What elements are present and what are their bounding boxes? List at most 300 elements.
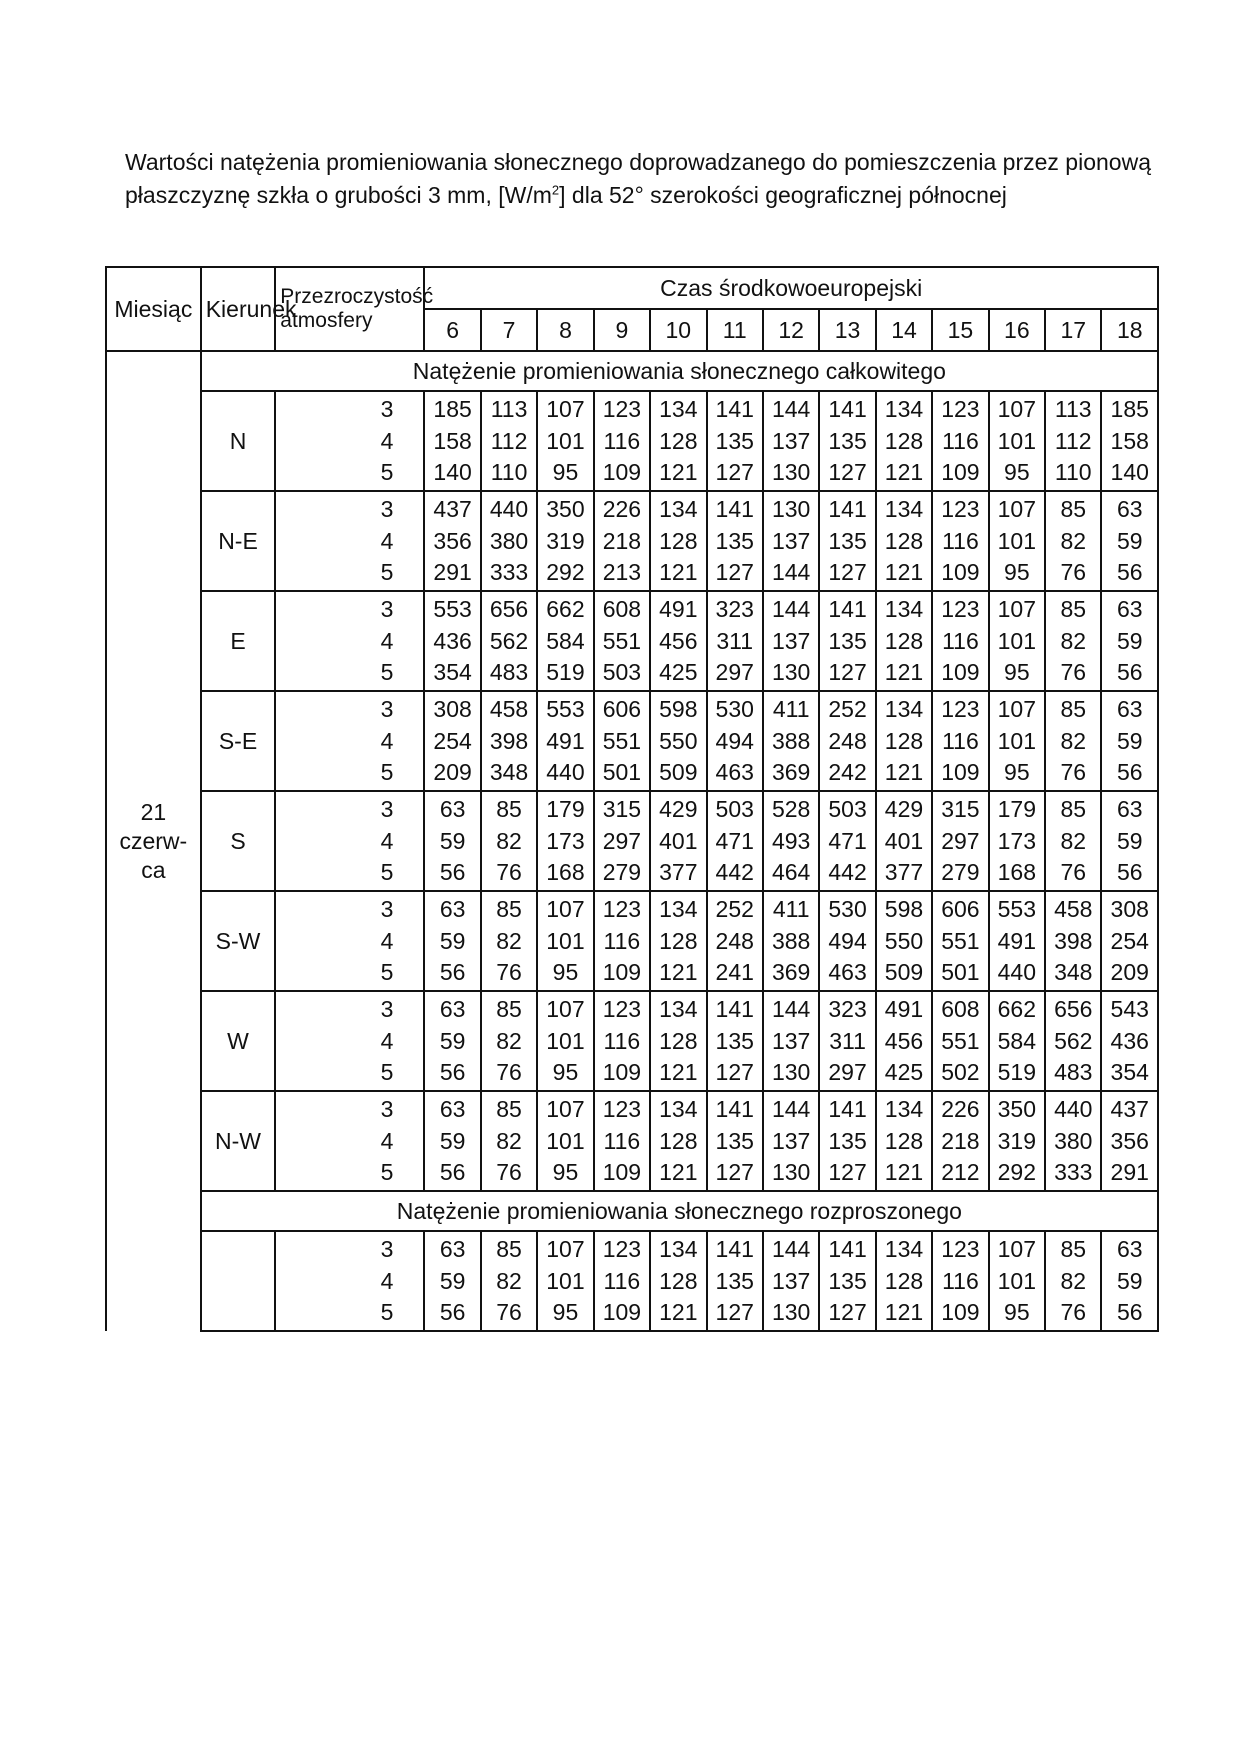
value-cell [932, 1231, 988, 1331]
cell-value: 109 [602, 959, 642, 985]
table-row [106, 1231, 1158, 1331]
cell-value: 3 [380, 1096, 394, 1122]
cell-value: 107 [546, 996, 585, 1022]
value-cell [989, 1231, 1045, 1331]
direction-cell: N-E [201, 491, 276, 591]
cell-value: 135 [715, 427, 754, 454]
cell-value: 82 [1060, 527, 1087, 554]
value-cell [1101, 891, 1158, 991]
direction-cell: S-W [201, 891, 276, 991]
value-cell [707, 691, 763, 791]
cell-value: 501 [602, 759, 642, 785]
cell-value: 4 [380, 627, 394, 654]
value-cell [424, 891, 480, 991]
cell-value: 76 [496, 1299, 522, 1325]
cell-value: 121 [659, 459, 698, 485]
cell-value: 123 [602, 396, 642, 422]
cell-value: 56 [1116, 1299, 1143, 1325]
value-cell [594, 591, 650, 691]
cell-value: 4 [380, 1267, 394, 1294]
cell-value: 606 [602, 696, 642, 722]
cell-value: 168 [546, 859, 585, 885]
cell-value: 134 [884, 496, 924, 522]
cell-value: 425 [659, 659, 698, 685]
cell-value: 127 [828, 1159, 867, 1185]
cell-value: 4 [380, 927, 394, 954]
value-cell [594, 791, 650, 891]
value-cell [650, 691, 706, 791]
value-cell [1045, 591, 1101, 691]
cell-value: 550 [659, 727, 698, 754]
cell-value: 248 [715, 927, 754, 954]
cell-value: 112 [490, 427, 528, 454]
cell-value: 5 [380, 859, 394, 885]
value-cell [1101, 391, 1158, 491]
value-cell [424, 1091, 480, 1191]
cell-value: 107 [546, 896, 585, 922]
table-row [106, 691, 1158, 791]
cell-value: 134 [659, 496, 698, 522]
cell-value: 59 [1116, 1267, 1143, 1294]
cell-value: 101 [997, 627, 1037, 654]
section-total [106, 351, 1158, 391]
cell-value: 140 [1110, 459, 1149, 485]
cell-value: 107 [997, 496, 1037, 522]
table-caption: Wartości natężenia promieniowania słonecznego doprowadzanego do pomieszczenia przez pionową płaszczyznę szkła o grubości 3 mm, $[W/m^2]$ dla 52° szerokości geograficznej północnej [125, 149, 1151, 208]
value-cell [594, 1231, 650, 1331]
value-cell [932, 991, 988, 1091]
value-cell [481, 791, 537, 891]
value-cell [819, 791, 875, 891]
cell-value: 109 [941, 759, 980, 785]
value-cell [819, 891, 875, 991]
value-cell [763, 691, 819, 791]
cell-value: 59 [439, 1267, 466, 1294]
cell-value: 63 [439, 996, 466, 1022]
cell-value: 494 [828, 927, 867, 954]
value-cell [537, 391, 593, 491]
value-cell [481, 491, 537, 591]
cell-value: 76 [496, 959, 522, 985]
cell-value: 59 [1116, 627, 1143, 654]
table-row [106, 391, 1158, 491]
cell-value: 101 [546, 427, 585, 454]
cell-value: 144 [771, 996, 811, 1022]
cell-value: 411 [772, 896, 810, 922]
value-cell [650, 591, 706, 691]
transparency-cell [275, 1091, 424, 1191]
value-cell [650, 391, 706, 491]
value-cell [481, 1231, 537, 1331]
cell-value: 95 [1004, 559, 1030, 585]
hour-header: 15 [932, 309, 988, 351]
cell-value: 471 [828, 827, 867, 854]
cell-value: 248 [828, 727, 867, 754]
cell-value: 135 [715, 1127, 754, 1154]
cell-value: 144 [771, 596, 811, 622]
value-cell [819, 591, 875, 691]
value-cell [989, 791, 1045, 891]
cell-value: 121 [884, 659, 924, 685]
cell-value: 584 [546, 627, 585, 654]
cell-value: 553 [546, 696, 585, 722]
cell-value: 85 [1060, 1236, 1087, 1262]
cell-value: 348 [489, 759, 529, 785]
cell-value: 121 [659, 1159, 698, 1185]
cell-value: 319 [997, 1127, 1037, 1154]
transparency-cell [275, 491, 424, 591]
cell-value: 356 [1110, 1127, 1149, 1154]
value-cell [481, 1091, 537, 1191]
value-cell [989, 391, 1045, 491]
month-label: 21 czerw-ca [119, 799, 188, 883]
cell-value: 82 [1060, 827, 1087, 854]
cell-value: 662 [546, 596, 585, 622]
cell-value: 141 [828, 496, 867, 522]
value-cell [537, 591, 593, 691]
cell-value: 127 [828, 559, 867, 585]
cell-value: 179 [546, 796, 585, 822]
cell-value: 308 [1110, 896, 1149, 922]
cell-value: 85 [1060, 796, 1087, 822]
cell-value: 656 [1054, 996, 1093, 1022]
value-cell [537, 891, 593, 991]
hour-header: 16 [989, 309, 1045, 351]
cell-value: 158 [433, 427, 472, 454]
cell-value: 3 [380, 496, 394, 522]
cell-value: 95 [552, 1159, 579, 1185]
cell-value: 63 [1116, 1236, 1143, 1262]
cell-value: 212 [941, 1159, 980, 1185]
cell-value: 85 [1060, 496, 1087, 522]
cell-value: 128 [659, 1267, 698, 1294]
cell-value: 4 [380, 1127, 394, 1154]
cell-value: 110 [490, 459, 528, 485]
cell-value: 59 [439, 1127, 466, 1154]
cell-value: 128 [884, 527, 924, 554]
cell-value: 82 [1060, 1267, 1087, 1294]
cell-value: 127 [828, 459, 867, 485]
cell-value: 113 [1054, 396, 1092, 422]
value-cell [1045, 691, 1101, 791]
cell-value: 140 [433, 459, 472, 485]
cell-value: 5 [380, 759, 394, 785]
value-cell [650, 1231, 706, 1331]
cell-value: 297 [828, 1059, 867, 1085]
hour-header: 14 [876, 309, 932, 351]
cell-value: 134 [884, 1236, 924, 1262]
value-cell [763, 1231, 819, 1331]
cell-value: 63 [1116, 496, 1143, 522]
cell-value: 562 [489, 627, 529, 654]
value-cell [763, 791, 819, 891]
cell-value: 279 [602, 859, 642, 885]
cell-value: 85 [1060, 596, 1087, 622]
cell-value: 4 [380, 827, 394, 854]
cell-value: 116 [603, 1027, 641, 1054]
value-cell [763, 591, 819, 691]
cell-value: 5 [380, 559, 394, 585]
cell-value: 127 [715, 1059, 754, 1085]
transparency-cell [275, 1231, 424, 1331]
value-cell [594, 691, 650, 791]
value-cell [819, 991, 875, 1091]
cell-value: 411 [772, 696, 810, 722]
transparency-cell [275, 691, 424, 791]
value-cell [424, 791, 480, 891]
value-cell [594, 1091, 650, 1191]
value-cell [876, 691, 932, 791]
cell-value: 123 [602, 996, 642, 1022]
value-cell [424, 591, 480, 691]
transparency-cell [275, 991, 424, 1091]
table-row [106, 1091, 1158, 1191]
cell-value: 127 [715, 559, 754, 585]
cell-value: 598 [659, 696, 698, 722]
cell-value: 141 [715, 1096, 754, 1122]
cell-value: 380 [489, 527, 529, 554]
cell-value: 135 [715, 527, 754, 554]
cell-value: 141 [828, 396, 867, 422]
direction-cell: S [201, 791, 276, 891]
cell-value: 279 [941, 859, 980, 885]
cell-value: 440 [997, 959, 1037, 985]
cell-value: 226 [941, 1096, 980, 1122]
cell-value: 354 [433, 659, 472, 685]
cell-value: 123 [602, 1096, 642, 1122]
cell-value: 3 [380, 1236, 394, 1262]
value-cell [763, 891, 819, 991]
value-cell [763, 1091, 819, 1191]
cell-value: 107 [997, 396, 1037, 422]
value-cell [876, 1231, 932, 1331]
cell-value: 377 [659, 859, 698, 885]
hour-header: 10 [650, 309, 706, 351]
cell-value: 76 [1060, 759, 1087, 785]
cell-value: 82 [496, 1127, 522, 1154]
cell-value: 116 [942, 527, 979, 554]
hour-header: 18 [1101, 309, 1158, 351]
cell-value: 123 [602, 896, 642, 922]
value-cell [763, 391, 819, 491]
value-cell [932, 491, 988, 591]
header-row [106, 267, 1158, 309]
cell-value: 130 [771, 659, 811, 685]
value-cell [594, 991, 650, 1091]
time-header: Czas środkowoeuropejski [424, 267, 1158, 309]
value-cell [424, 691, 480, 791]
cell-value: 543 [1110, 996, 1149, 1022]
cell-value: 59 [1116, 727, 1143, 754]
cell-value: 323 [715, 596, 754, 622]
cell-value: 56 [439, 1159, 466, 1185]
value-cell [707, 791, 763, 891]
cell-value: 101 [997, 1267, 1037, 1294]
value-cell [650, 791, 706, 891]
transparency-cell [275, 891, 424, 991]
cell-value: 226 [602, 496, 642, 522]
value-cell [932, 1091, 988, 1191]
cell-value: 128 [659, 1127, 698, 1154]
value-cell [707, 1231, 763, 1331]
cell-value: 291 [1110, 1159, 1149, 1185]
cell-value: 127 [828, 1299, 867, 1325]
cell-value: 63 [1116, 696, 1143, 722]
cell-value: 463 [715, 759, 754, 785]
value-cell [707, 991, 763, 1091]
cell-value: 63 [439, 896, 466, 922]
cell-value: 551 [941, 927, 980, 954]
cell-value: 509 [884, 959, 924, 985]
hour-header: 9 [594, 309, 650, 351]
section-diffuse-title: Natężenie promieniowania słonecznego rozproszonego [201, 1191, 1158, 1231]
hour-header: 7 [481, 309, 537, 351]
cell-value: 483 [489, 659, 529, 685]
cell-value: 297 [941, 827, 980, 854]
direction-cell: S-E [201, 691, 276, 791]
cell-value: 137 [771, 627, 811, 654]
cell-value: 134 [659, 1236, 698, 1262]
cell-value: 442 [828, 859, 867, 885]
cell-value: 63 [1116, 596, 1143, 622]
cell-value: 135 [715, 1027, 754, 1054]
direction-cell: N-W [201, 1091, 276, 1191]
value-cell [481, 891, 537, 991]
cell-value: 425 [884, 1059, 924, 1085]
cell-value: 130 [771, 1159, 811, 1185]
value-cell [819, 391, 875, 491]
value-cell [876, 791, 932, 891]
cell-value: 135 [828, 1127, 867, 1154]
cell-value: 144 [771, 1096, 811, 1122]
cell-value: 218 [602, 527, 642, 554]
cell-value: 134 [659, 896, 698, 922]
value-cell [932, 891, 988, 991]
cell-value: 141 [828, 1096, 867, 1122]
cell-value: 112 [1054, 427, 1092, 454]
value-cell [424, 491, 480, 591]
cell-value: 82 [496, 1267, 522, 1294]
cell-value: 128 [659, 1027, 698, 1054]
cell-value: 130 [771, 1059, 811, 1085]
cell-value: 598 [884, 896, 924, 922]
cell-value: 95 [552, 1059, 579, 1085]
cell-value: 137 [771, 427, 811, 454]
hour-header: 6 [424, 309, 480, 351]
cell-value: 252 [715, 896, 754, 922]
value-cell [1045, 991, 1101, 1091]
value-cell [537, 991, 593, 1091]
cell-value: 56 [439, 1299, 466, 1325]
cell-value: 3 [380, 396, 394, 422]
hour-header: 8 [537, 309, 593, 351]
cell-value: 442 [715, 859, 754, 885]
cell-value: 141 [715, 396, 754, 422]
radiation-table [105, 266, 1159, 1332]
cell-value: 348 [1054, 959, 1093, 985]
cell-value: 127 [828, 659, 867, 685]
value-cell [989, 691, 1045, 791]
cell-value: 3 [380, 596, 394, 622]
month-header: Miesiąc [106, 267, 201, 351]
cell-value: 494 [715, 727, 754, 754]
cell-value: 608 [941, 996, 980, 1022]
cell-value: 662 [997, 996, 1037, 1022]
cell-value: 107 [997, 696, 1037, 722]
cell-value: 530 [715, 696, 754, 722]
cell-value: 463 [828, 959, 867, 985]
cell-value: 116 [942, 727, 979, 754]
cell-value: 107 [546, 1236, 585, 1262]
value-cell [650, 491, 706, 591]
cell-value: 503 [715, 796, 754, 822]
cell-value: 456 [884, 1027, 924, 1054]
cell-value: 458 [489, 696, 529, 722]
value-cell [424, 991, 480, 1091]
cell-value: 130 [771, 459, 811, 485]
value-cell [707, 491, 763, 591]
cell-value: 123 [941, 396, 980, 422]
cell-value: 606 [941, 896, 980, 922]
cell-value: 76 [1060, 559, 1087, 585]
value-cell [819, 491, 875, 591]
cell-value: 123 [941, 596, 980, 622]
cell-value: 144 [771, 559, 811, 585]
cell-value: 354 [1110, 1059, 1149, 1085]
cell-value: 121 [884, 759, 924, 785]
cell-value: 3 [380, 996, 394, 1022]
cell-value: 123 [602, 1236, 642, 1262]
cell-value: 137 [771, 527, 811, 554]
hour-header: 12 [763, 309, 819, 351]
cell-value: 377 [884, 859, 924, 885]
cell-value: 116 [603, 1127, 641, 1154]
cell-value: 553 [433, 596, 472, 622]
cell-value: 491 [659, 596, 698, 622]
cell-value: 608 [602, 596, 642, 622]
cell-value: 107 [997, 596, 1037, 622]
cell-value: 141 [715, 1236, 754, 1262]
cell-value: 503 [602, 659, 642, 685]
cell-value: 218 [941, 1127, 980, 1154]
cell-value: 308 [433, 696, 472, 722]
cell-value: 440 [546, 759, 585, 785]
cell-value: 551 [602, 727, 642, 754]
cell-value: 656 [489, 596, 529, 622]
value-cell [650, 991, 706, 1091]
cell-value: 179 [997, 796, 1037, 822]
value-cell [876, 991, 932, 1091]
cell-value: 109 [941, 459, 980, 485]
cell-value: 128 [659, 927, 698, 954]
cell-value: 121 [884, 1299, 924, 1325]
cell-value: 101 [546, 1027, 585, 1054]
cell-value: 95 [1004, 1299, 1030, 1325]
cell-value: 59 [439, 1027, 466, 1054]
cell-value: 356 [433, 527, 472, 554]
cell-value: 429 [659, 796, 698, 822]
cell-value: 76 [1060, 1299, 1087, 1325]
cell-value: 101 [997, 727, 1037, 754]
cell-value: 95 [552, 1299, 579, 1325]
cell-value: 95 [1004, 459, 1030, 485]
cell-value: 437 [433, 496, 472, 522]
value-cell [1101, 491, 1158, 591]
cell-value: 109 [602, 1299, 642, 1325]
cell-value: 369 [771, 959, 811, 985]
cell-value: 292 [997, 1159, 1037, 1185]
cell-value: 5 [380, 659, 394, 685]
